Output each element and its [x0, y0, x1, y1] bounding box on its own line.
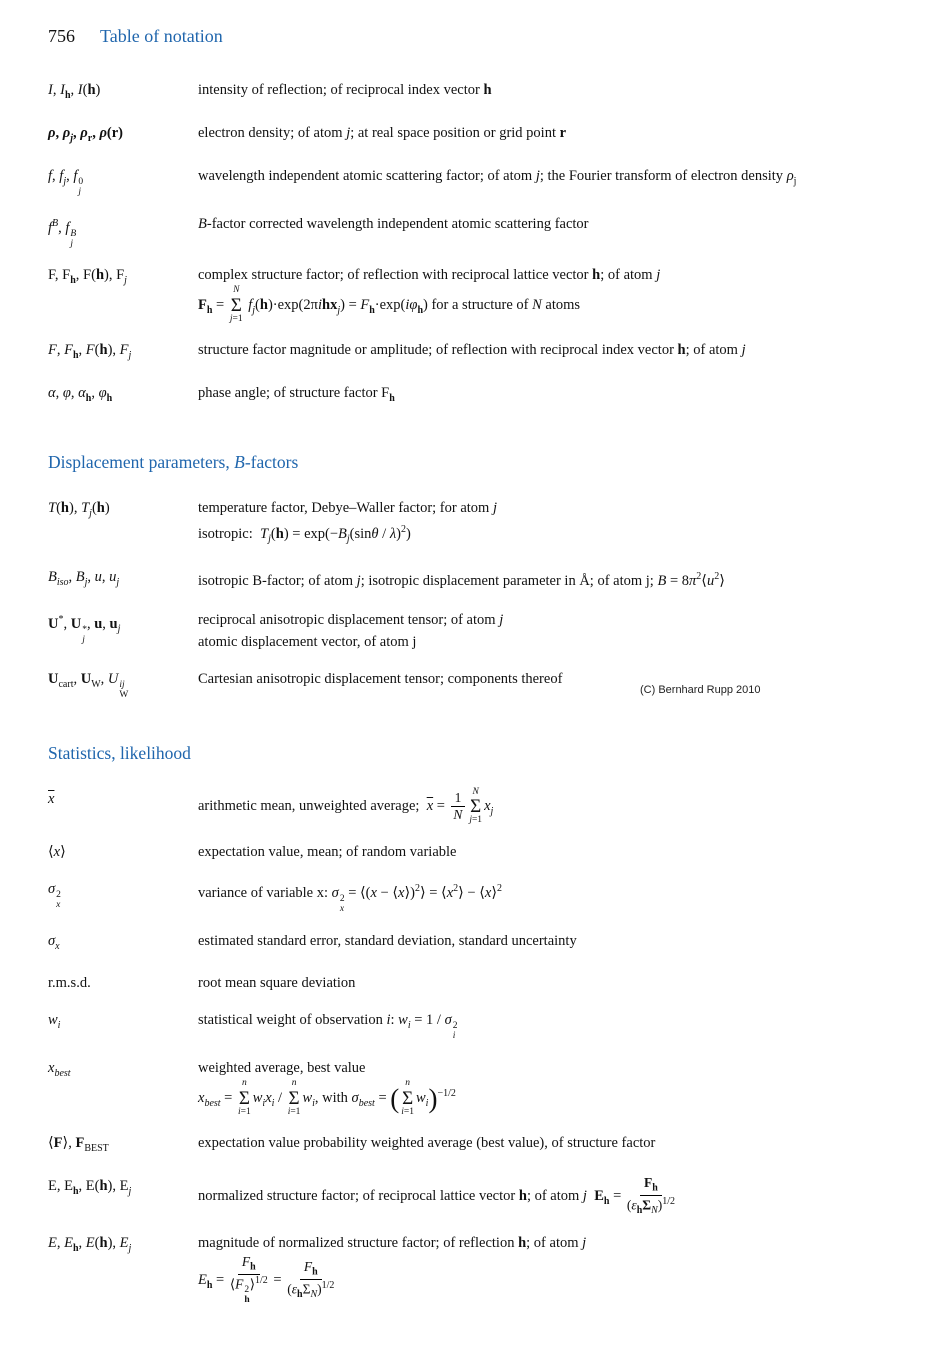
notation-row: [48, 1232, 927, 1306]
definition-line: root mean square deviation: [198, 975, 356, 992]
notation-row: [48, 668, 927, 701]
definition-cell: [198, 609, 927, 653]
definition-line: reciprocal anisotropic displacement tensor; of atom j: [198, 611, 504, 628]
definition-cell: [198, 972, 927, 994]
definition-cell: [198, 930, 927, 958]
symbol-cell: F, $F_h$, F(h), $F_j$: [48, 267, 127, 287]
notation-row: [48, 609, 927, 653]
definition-cell: [198, 1232, 927, 1306]
notation-row: [48, 382, 927, 410]
definition-line: magnitude of normalized structure factor; of reflection h; of atom j: [198, 1235, 587, 1252]
notation-row: [48, 165, 927, 198]
notation-row: [48, 1009, 927, 1042]
notation-row: [48, 339, 927, 367]
notation-row: [48, 972, 927, 994]
definition-line: intensity of reflection; of reciprocal index vector h: [198, 82, 492, 98]
notation-section: [48, 79, 927, 410]
definition-cell: [198, 1175, 927, 1217]
notation-row: [48, 930, 927, 958]
formula-line: arithmetic mean, unweighted average; $\overline{x}$ = $\frac{1}{N}$ N Σ j=1 $x_j$: [198, 786, 494, 826]
symbol-cell: F, $F_h$, F(h), $F_j$: [48, 342, 132, 362]
section-heading: Statistics, likelihood: [48, 742, 191, 763]
page-header: [48, 26, 927, 47]
symbol-cell: $f^B$, f B j: [48, 217, 77, 249]
notation-row: [48, 1132, 927, 1160]
definition-cell: [198, 339, 927, 367]
symbol-cell: $U_{cart}$, $U_W$, U ij W: [48, 670, 129, 700]
definition-line: wavelength independent atomic scattering factor; of atom j; the Fourier transform of electron density $\rho_j$: [198, 167, 797, 187]
formula-line: isotropic: $T_j(h) = \exp(-B_j(\sin\theta / \lambda)^2)$: [198, 524, 411, 545]
definition-cell: [198, 122, 927, 150]
definition-line: atomic displacement vector, of atom j: [198, 633, 417, 650]
definition-line: structure factor magnitude or amplitude; of reflection with reciprocal index vector h; of atom j: [198, 342, 746, 359]
notation-row: [48, 79, 927, 107]
definition-line: estimated standard error, standard deviation, standard uncertainty: [198, 932, 577, 949]
notation-row: [48, 841, 927, 863]
symbol-cell: $x_{best}$: [48, 1060, 71, 1080]
symbol-cell: I, $I_h$, I(h): [48, 82, 101, 101]
formula-line: $E_h$ = $F_h$ ⟨F 2 h ⟩$^{1/2}$ = $\frac{F_h}{(\varepsilon_h\Sigma_N)^{1/2}}$: [198, 1254, 335, 1306]
notation-row: [48, 122, 927, 150]
definition-line: expectation value, mean; of random variable: [198, 843, 457, 860]
definition-line: statistical weight of observation i: $w_i = 1 / \sigma$ 2 i: [198, 1012, 458, 1042]
symbol-cell: E, $E_h$, E(h), $E_j$: [48, 1235, 132, 1255]
symbol-cell: U*, U * j , u, $u_j$: [48, 613, 121, 645]
definition-cell: [198, 497, 927, 551]
definition-cell: [198, 1132, 927, 1160]
notation-row: [48, 1057, 927, 1117]
symbol-cell: $\overline{x}$: [48, 790, 55, 807]
notation-row: [48, 788, 927, 826]
copyright-watermark: (C) Bernhard Rupp 2010: [640, 684, 761, 696]
page-title: Table of notation: [100, 26, 223, 46]
notation-row: [48, 497, 927, 551]
symbol-cell: T(h), $T_j(h)$: [48, 500, 110, 520]
definition-cell: [198, 165, 927, 198]
definition-line: Cartesian anisotropic displacement tensor; components thereof: [198, 670, 563, 687]
symbol-cell: E, $E_h$, E(h), $E_j$: [48, 1178, 132, 1198]
definition-cell: [198, 566, 927, 594]
definition-cell: [198, 382, 927, 410]
notation-row: [48, 213, 927, 250]
definition-cell: [198, 1057, 927, 1117]
definition-line: weighted average, best value: [198, 1060, 366, 1077]
notation-row: [48, 566, 927, 594]
notation-section: [48, 452, 927, 701]
notation-row: [48, 1175, 927, 1217]
definition-cell: [198, 788, 927, 826]
symbol-cell: $w_i$: [48, 1012, 61, 1032]
symbol-cell: ρ, $\rho_j$, $\rho_r$, ρ(r): [48, 124, 124, 144]
section-heading: Displacement parameters, B-factors: [48, 452, 299, 473]
definition-line: variance of variable x: σ 2 x = ⟨(x − ⟨x⟩)$^2$⟩ = $⟨x^2⟩$ − ⟨x⟩$^2$: [198, 882, 502, 914]
definition-line: complex structure factor; of reflection with reciprocal lattice vector h; of atom j: [198, 267, 661, 284]
page-number: 756: [48, 26, 75, 46]
formula-line: $x_{best}$ = n Σ i=1 $w_ix_i$ / n Σ i=1 $w_i$, with $\sigma_{best}$ = ( n Σ i=1 $w_i)^{-1/2}$: [198, 1078, 456, 1117]
notation-row: [48, 878, 927, 915]
definition-line: normalized structure factor; of reciprocal lattice vector h; of atom j $E_h$ = $\frac{F_h}{(\varepsilon_h\Sigma_N)^{1/2}}$: [198, 1175, 676, 1217]
definition-line: isotropic B-factor; of atom j; isotropic displacement parameter in Å; of atom j; $B = 8\pi^2⟨u^2⟩$: [198, 570, 725, 589]
definition-cell: [198, 213, 927, 250]
definition-line: temperature factor, Debye–Waller factor; for atom j: [198, 500, 497, 517]
definition-cell: [198, 79, 927, 107]
definition-line: B-factor corrected wavelength independent atomic scattering factor: [198, 215, 589, 232]
symbol-cell: $B_{iso}$, $B_j$, u, $u_j$: [48, 568, 120, 588]
symbol-cell: r.m.s.d.: [48, 975, 91, 992]
definition-line: electron density; of atom j; at real space position or grid point r: [198, 124, 567, 141]
definition-cell: [198, 1009, 927, 1042]
definition-line: expectation value probability weighted average (best value), of structure factor: [198, 1135, 656, 1152]
formula-line: $F_h$ = N Σ j=1 $f_j(h)\cdot\exp(2\pi ihx_j) = F_h\cdot\exp(i\varphi_h)$ for a structure of N atoms: [198, 285, 581, 324]
symbol-cell: $\sigma_x$: [48, 932, 60, 952]
symbol-cell: f, $f_j$, f 0 j: [48, 167, 84, 197]
symbol-cell: σ 2 x: [48, 880, 61, 910]
notation-section: [48, 743, 927, 1306]
definition-line: phase angle; of structure factor $F_h$: [198, 385, 395, 405]
definition-cell: [198, 878, 927, 915]
symbol-cell: ⟨x⟩: [48, 843, 66, 860]
definition-cell: [198, 668, 927, 701]
notation-row: [48, 264, 927, 324]
definition-cell: [198, 841, 927, 863]
symbol-cell: ⟨F⟩, $F_{BEST}$: [48, 1135, 109, 1155]
definition-cell: [198, 264, 927, 324]
symbol-cell: α, φ, $\alpha_h$, $\varphi_h$: [48, 385, 113, 405]
